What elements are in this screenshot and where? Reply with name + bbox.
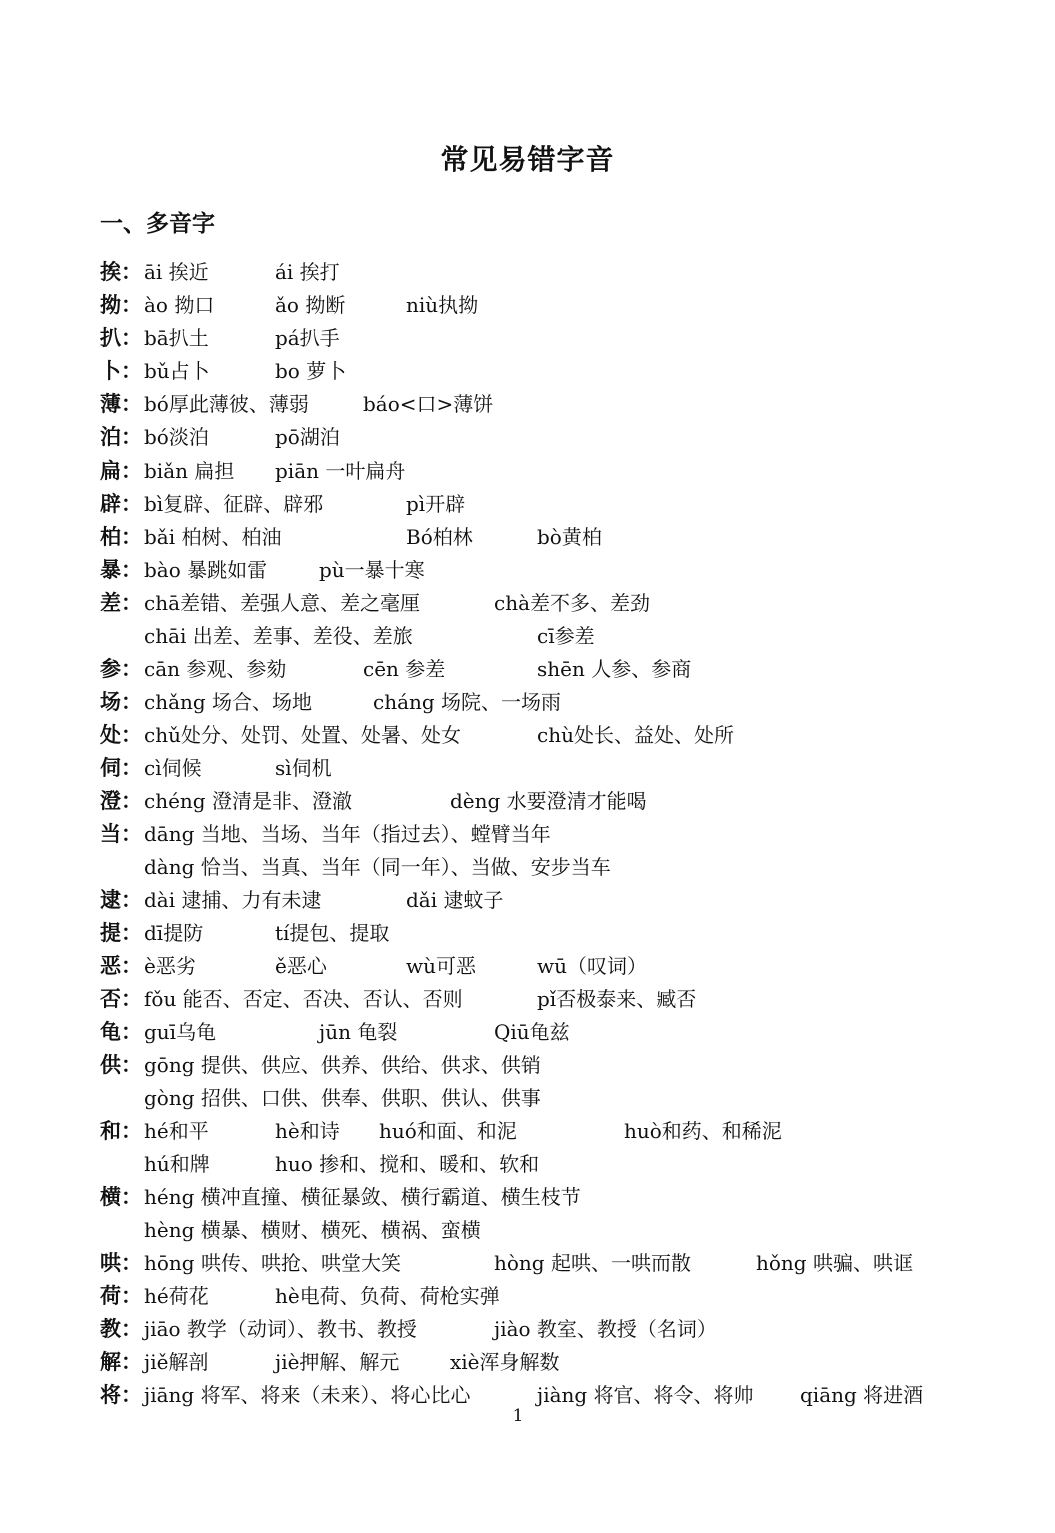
- reading-item: chā差错、差强人意、差之毫厘: [144, 591, 421, 615]
- reading-item: pō湖泊: [275, 425, 340, 449]
- entry-character: 荷：: [100, 1284, 142, 1308]
- reading-item: shēn 人参、参商: [537, 657, 692, 681]
- entry-character: 暴：: [100, 558, 142, 582]
- reading-item: ǎo 拗断: [275, 293, 346, 317]
- reading-item: jiào 教室、教授（名词）: [494, 1317, 717, 1341]
- entry-character: 伺：: [100, 756, 142, 780]
- reading-item: bì复辟、征辟、辟邪: [144, 492, 324, 516]
- reading-item: jiāng 将军、将来（未来）、将心比心: [144, 1383, 471, 1407]
- reading-item: ái 挨打: [275, 260, 340, 284]
- entry-character: 教：: [100, 1317, 142, 1341]
- reading-item: dǎi 逮蚊子: [406, 888, 504, 912]
- reading-item: fǒu 能否、否定、否决、否认、否则: [144, 987, 463, 1011]
- entry-character: 哄：: [100, 1251, 142, 1275]
- reading-item: pá扒手: [275, 326, 340, 350]
- entry-character: 薄：: [100, 392, 142, 416]
- entry-character: 龟：: [100, 1020, 142, 1044]
- reading-item: huò和药、和稀泥: [624, 1119, 782, 1143]
- reading-item: hè和诗: [275, 1119, 340, 1143]
- reading-item: hǒng 哄骗、哄诓: [756, 1251, 913, 1275]
- reading-item: sì伺机: [275, 756, 332, 780]
- entry-character: 拗：: [100, 293, 142, 317]
- entry-character: 场：: [100, 690, 142, 714]
- reading-item: pù一暴十寒: [319, 558, 425, 582]
- entry-character: 解：: [100, 1350, 142, 1374]
- reading-item: qiāng 将进酒: [800, 1383, 924, 1407]
- entry-character: 卜：: [100, 359, 142, 383]
- entry-character: 柏：: [100, 525, 142, 549]
- reading-item: gōng 提供、供应、供养、供给、供求、供销: [144, 1053, 541, 1077]
- reading-item: jiāo 教学（动词）、教书、教授: [144, 1317, 417, 1341]
- reading-item: bǎi 柏树、柏油: [144, 525, 282, 549]
- reading-item: niù执拗: [406, 293, 479, 317]
- reading-item: chǔ处分、处罚、处置、处暑、处女: [144, 723, 461, 747]
- entry-character: 辟：: [100, 492, 142, 516]
- reading-item: chà差不多、差劲: [494, 591, 651, 615]
- entry-character: 当：: [100, 822, 142, 846]
- reading-item: chéng 澄清是非、澄澈: [144, 789, 352, 813]
- reading-item: hé和平: [144, 1119, 209, 1143]
- reading-item: dàng 恰当、当真、当年（同一年）、当做、安步当车: [144, 855, 611, 879]
- entry-character: 参：: [100, 657, 142, 681]
- reading-item: chǎng 场合、场地: [144, 690, 313, 714]
- reading-item: cī参差: [537, 624, 595, 648]
- entry-character: 供：: [100, 1053, 142, 1077]
- reading-item: jiè押解、解元: [275, 1350, 400, 1374]
- entry-character: 扁：: [100, 459, 142, 483]
- entry-character: 将：: [100, 1383, 142, 1407]
- entry-character: 否：: [100, 987, 142, 1011]
- entry-character: 处：: [100, 723, 142, 747]
- reading-item: bó淡泊: [144, 425, 209, 449]
- reading-item: jiàng 将官、将令、将帅: [537, 1383, 754, 1407]
- reading-item: hè电荷、负荷、荷枪实弹: [275, 1284, 500, 1308]
- reading-item: cháng 场院、一场雨: [373, 690, 562, 714]
- entry-character: 挨：: [100, 260, 142, 284]
- reading-item: huó和面、和泥: [379, 1119, 517, 1143]
- reading-item: huo 掺和、搅和、暖和、软和: [275, 1152, 540, 1176]
- reading-item: bò黄柏: [537, 525, 602, 549]
- reading-item: piān 一叶扁舟: [275, 459, 406, 483]
- reading-item: Bó柏林: [406, 525, 473, 549]
- reading-item: āi 挨近: [144, 260, 209, 284]
- entry-character: 和：: [100, 1119, 142, 1143]
- reading-item: wū（叹词）: [537, 954, 647, 978]
- reading-item: dài 逮捕、力有未逮: [144, 888, 322, 912]
- entry-character: 澄：: [100, 789, 142, 813]
- reading-item: gòng 招供、口供、供奉、供职、供认、供事: [144, 1086, 541, 1110]
- reading-item: pǐ否极泰来、臧否: [537, 987, 697, 1011]
- reading-item: biǎn 扁担: [144, 459, 235, 483]
- reading-item: hèng 横暴、横财、横死、横祸、蛮横: [144, 1218, 481, 1242]
- reading-item: hé荷花: [144, 1284, 209, 1308]
- entry-character: 扒：: [100, 326, 142, 350]
- reading-item: cēn 参差: [363, 657, 446, 681]
- reading-item: bó厚此薄彼、薄弱: [144, 392, 309, 416]
- entry-character: 逮：: [100, 888, 142, 912]
- reading-item: dī提防: [144, 921, 204, 945]
- reading-item: dèng 水要澄清才能喝: [450, 789, 647, 813]
- reading-item: hōng 哄传、哄抢、哄堂大笑: [144, 1251, 401, 1275]
- section-heading: 一、多音字: [100, 211, 215, 237]
- reading-item: chāi 出差、差事、差役、差旅: [144, 624, 413, 648]
- reading-item: Qiū龟兹: [494, 1020, 570, 1044]
- reading-item: pì开辟: [406, 492, 466, 516]
- reading-item: bào 暴跳如雷: [144, 558, 268, 582]
- reading-item: ě恶心: [275, 954, 327, 978]
- reading-item: bǔ占卜: [144, 359, 210, 383]
- reading-item: guī乌龟: [144, 1020, 217, 1044]
- page-number: 1: [512, 1406, 524, 1426]
- reading-item: cān 参观、参劾: [144, 657, 287, 681]
- reading-item: xiè浑身解数: [450, 1350, 560, 1374]
- reading-item: jiě解剖: [144, 1350, 209, 1374]
- reading-item: jūn 龟裂: [319, 1020, 398, 1044]
- reading-item: hòng 起哄、一哄而散: [494, 1251, 691, 1275]
- reading-item: dāng 当地、当场、当年（指过去）、螳臂当年: [144, 822, 551, 846]
- reading-item: tí提包、提取: [275, 921, 390, 945]
- reading-item: wù可恶: [406, 954, 476, 978]
- entry-character: 泊：: [100, 425, 142, 449]
- reading-item: è恶劣: [144, 954, 196, 978]
- entry-character: 横：: [100, 1185, 142, 1209]
- entry-character: 提：: [100, 921, 142, 945]
- reading-item: bā扒土: [144, 326, 209, 350]
- reading-item: báo<口>薄饼: [363, 392, 494, 416]
- reading-item: cì伺候: [144, 756, 202, 780]
- reading-item: bo 萝卜: [275, 359, 347, 383]
- entry-character: 差：: [100, 591, 142, 615]
- entry-character: 恶：: [100, 954, 142, 978]
- page-title: 常见易错字音: [440, 143, 615, 176]
- reading-item: hú和牌: [144, 1152, 210, 1176]
- reading-item: chù处长、益处、处所: [537, 723, 734, 747]
- reading-item: ào 拗口: [144, 293, 215, 317]
- reading-item: héng 横冲直撞、横征暴敛、横行霸道、横生枝节: [144, 1185, 581, 1209]
